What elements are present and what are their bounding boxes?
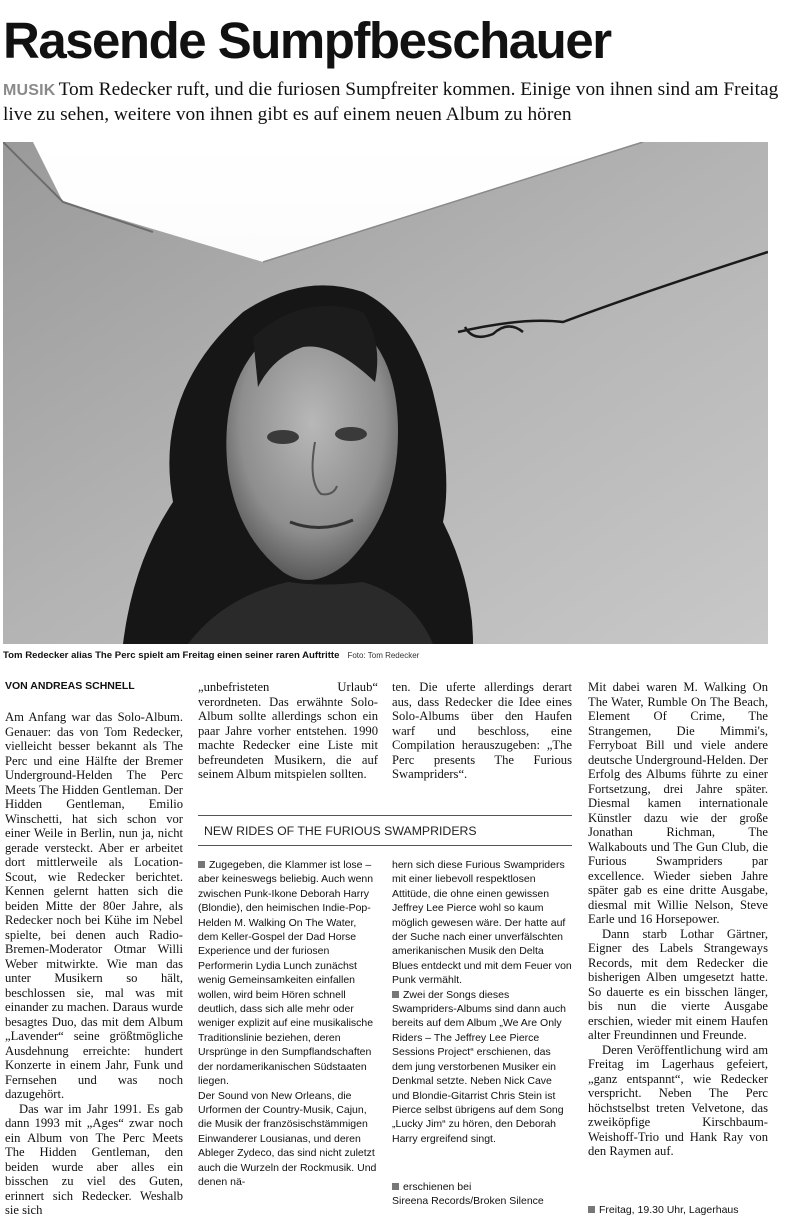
body-column-1 <box>5 710 183 1218</box>
sidebar-column-b <box>392 858 572 1146</box>
release-info <box>392 1180 572 1209</box>
square-bullet-icon <box>392 991 399 998</box>
body-column-4 <box>588 680 768 1159</box>
sidebar-title: NEW RIDES OF THE FURIOUS SWAMPRIDERS <box>198 815 572 846</box>
square-bullet-icon <box>392 1183 399 1190</box>
paragraph: Mit dabei waren M. Walking On The Water, Rumble On The Beach, Element Of Crime, The Strangemen, Die Mimmi's, Ferryboat Bill und viele andere deutsche Underground-Helden. Der Erfolg des Albums führte zu einer Fortsetzung, drei Jahre später. Diesmal kamen internationale Künstler dazu wie der große Jonathan Richman, The Walkabouts und The Gun Club, die Furious Swampriders par excellence. Wieder sieben Jahre später gab es eine dritte Ausgabe, diesmal mit Willie Nelson, Steve Earle und 16 Horsepower. <box>588 680 768 926</box>
kicker: MUSIK <box>3 82 56 99</box>
paragraph: ten. Die uferte allerdings derart aus, dass Redecker die Idee eines Solo-Albums über den Haufen warf und beschloss, eine Compilation herauszugeben: „The Perc presents The Furious Swampriders“. <box>392 680 572 781</box>
photo-credit: Foto: Tom Redecker <box>347 651 420 660</box>
headline: Rasende Sumpfbeschauer <box>3 12 611 69</box>
deck <box>3 78 783 127</box>
sidebar-paragraph: hern sich diese Furious Swampriders mit einer liebevoll respektlosen Attitüde, die ohne einen gewissen Jeffrey Lee Pierce wohl so kaum möglich gewesen wäre. Der hatte auf der Suche nach einer unverfälschten amerikanischen Musik den Delta Blues entdeckt und mit dem Feuer von Punk vermählt. <box>392 859 572 987</box>
photo-tom-redecker <box>3 142 768 644</box>
release-value: Sireena Records/Broken Silence <box>392 1195 544 1208</box>
sidebar-paragraph <box>198 858 378 1089</box>
square-bullet-icon <box>588 1206 595 1213</box>
event-line <box>588 1203 768 1217</box>
sidebar-text: Zwei der Songs dieses Swampriders-Albums sind dann auch bereits auf dem Album „We Are Only Riders – The Jeffrey Lee Pierce Sessions Project“ erschienen, das dem jung verstorbenen Musiker ein Denkmal setzte. Neben Nick Cave und Blondie-Gitarrist Chris Stein ist Pierce selbst übrigens auf dem Song „Lucky Jim“ zu hören, den Deborah Harry ergreifend singt. <box>392 988 566 1145</box>
event-info <box>588 1203 768 1217</box>
paragraph: Am Anfang war das Solo-Album. Genauer: das von Tom Redecker, vielleicht besser bekannt als The Perc und eine Hälfte der Bremer Underground-Helden The Perc Meets The Hidden Gentleman. Der Hidden Gentleman, Emilio Winschetti, hat sich schon vor einer Weile in Berlin, nun ja, nicht gerade versteckt. Aber er arbeitet dort mittlerweile als Location-Scout, wie Redecker berichtet. Kennen gelernt hatten sich die beiden Mitte der 80er Jahre, als Redecker noch bei Kühe im Nebel spielte, bei denen auch Radio-Bremen-Moderator Otmar Willi Weber mitwirkte. Wie man das unter Musikern so hält, beschlossen sie, mal was mit einander zu machen. Daraus wurde besagtes Duo, das mit dem Album „Lavender“ seine größtmögliche Ausdehnung erreichte: hundert Konzerte in einem Jahr, Funk und Fernsehen und was noch dazugehört. <box>5 710 183 1101</box>
body-column-2 <box>198 680 378 782</box>
body-column-3 <box>392 680 572 782</box>
release-label <box>392 1180 572 1194</box>
sidebar-column-a <box>198 858 378 1189</box>
deck-text: Tom Redecker ruft, und die furiosen Sumpfreiter kommen. Einige von ihnen sind am Freitag live zu sehen, weitere von ihnen gibt es auf einem neuen Album zu hören <box>3 79 779 125</box>
paragraph: Das war im Jahr 1991. Es gab dann 1993 mit „Ages“ zwar noch ein Album von The Perc Meets The Hidden Gentleman, den beiden wurde aber alles ein bisschen zu viel des Guten, erinnert sich Redecker. Weshalb sie sich <box>5 1101 183 1217</box>
paragraph: Deren Veröffentlichung wird am Freitag im Lagerhaus gefeiert, „ganz entspannt“, wie Redecker verspricht. Neben The Perc höchstselbst treten Velvetone, das zweiköpfige Kirschbaum-Weishoff-Trio und Hank Ray von den Raymen auf. <box>588 1042 768 1158</box>
square-bullet-icon <box>198 861 205 868</box>
event-text: Freitag, 19.30 Uhr, Lagerhaus <box>599 1204 739 1216</box>
release-label-text: erschienen bei <box>403 1181 472 1193</box>
photo-caption <box>3 650 768 661</box>
byline: VON ANDREAS SCHNELL <box>5 680 135 692</box>
paragraph: Dann starb Lothar Gärtner, Eigner des Labels Strangeways Records, mit dem Redecker die bisherigen Alben umgesetzt hatte. So dauerte es ein bisschen länger, bis nun die vierte Ausgabe erschien, wieder mit einem Haufen alter Freundinnen und Freunde. <box>588 926 768 1042</box>
sidebar-text: Zugegeben, die Klammer ist lose – aber keineswegs beliebig. Auch wenn zwischen Punk-Ikone Deborah Harry (Blondie), den heimischen Indie-Pop-Helden M. Walking On The Water, dem Keller-Gospel der Dad Horse Experience und der furiosen Performerin Lydia Lunch zunächst wenig Gemeinsamkeiten einfallen wollen, wird beim Hören schnell deutlich, dass sich alle mehr oder weniger explizit auf eine musikalische Traditionslinie beziehen, deren Ursprünge in den Sumpflandschaften der nordamerikanischen Südstaaten liegen. <box>198 859 374 1088</box>
sidebar-paragraph: Der Sound von New Orleans, die Urformen der Country-Musik, Cajun, die Musik der französischstämmigen Einwanderer Lousianas, und deren Ableger Zydeco, das sind nicht zuletzt auch die Wurzeln der Rockmusik. Und denen nä- <box>198 1089 377 1188</box>
portrait-illustration <box>3 142 768 644</box>
sidebar-paragraph <box>392 988 572 1146</box>
paragraph: „unbefristeten Urlaub“ verordneten. Das erwähnte Solo-Album sollte allerdings schon ein paar Jahre vorher entstehen. 1990 machte Redecker eine Liste mit befreundeten Musikern, die auf seinem Album mitspielen sollten. <box>198 680 378 781</box>
caption-text: Tom Redecker alias The Perc spielt am Freitag einen seiner raren Auftritte <box>3 650 340 661</box>
